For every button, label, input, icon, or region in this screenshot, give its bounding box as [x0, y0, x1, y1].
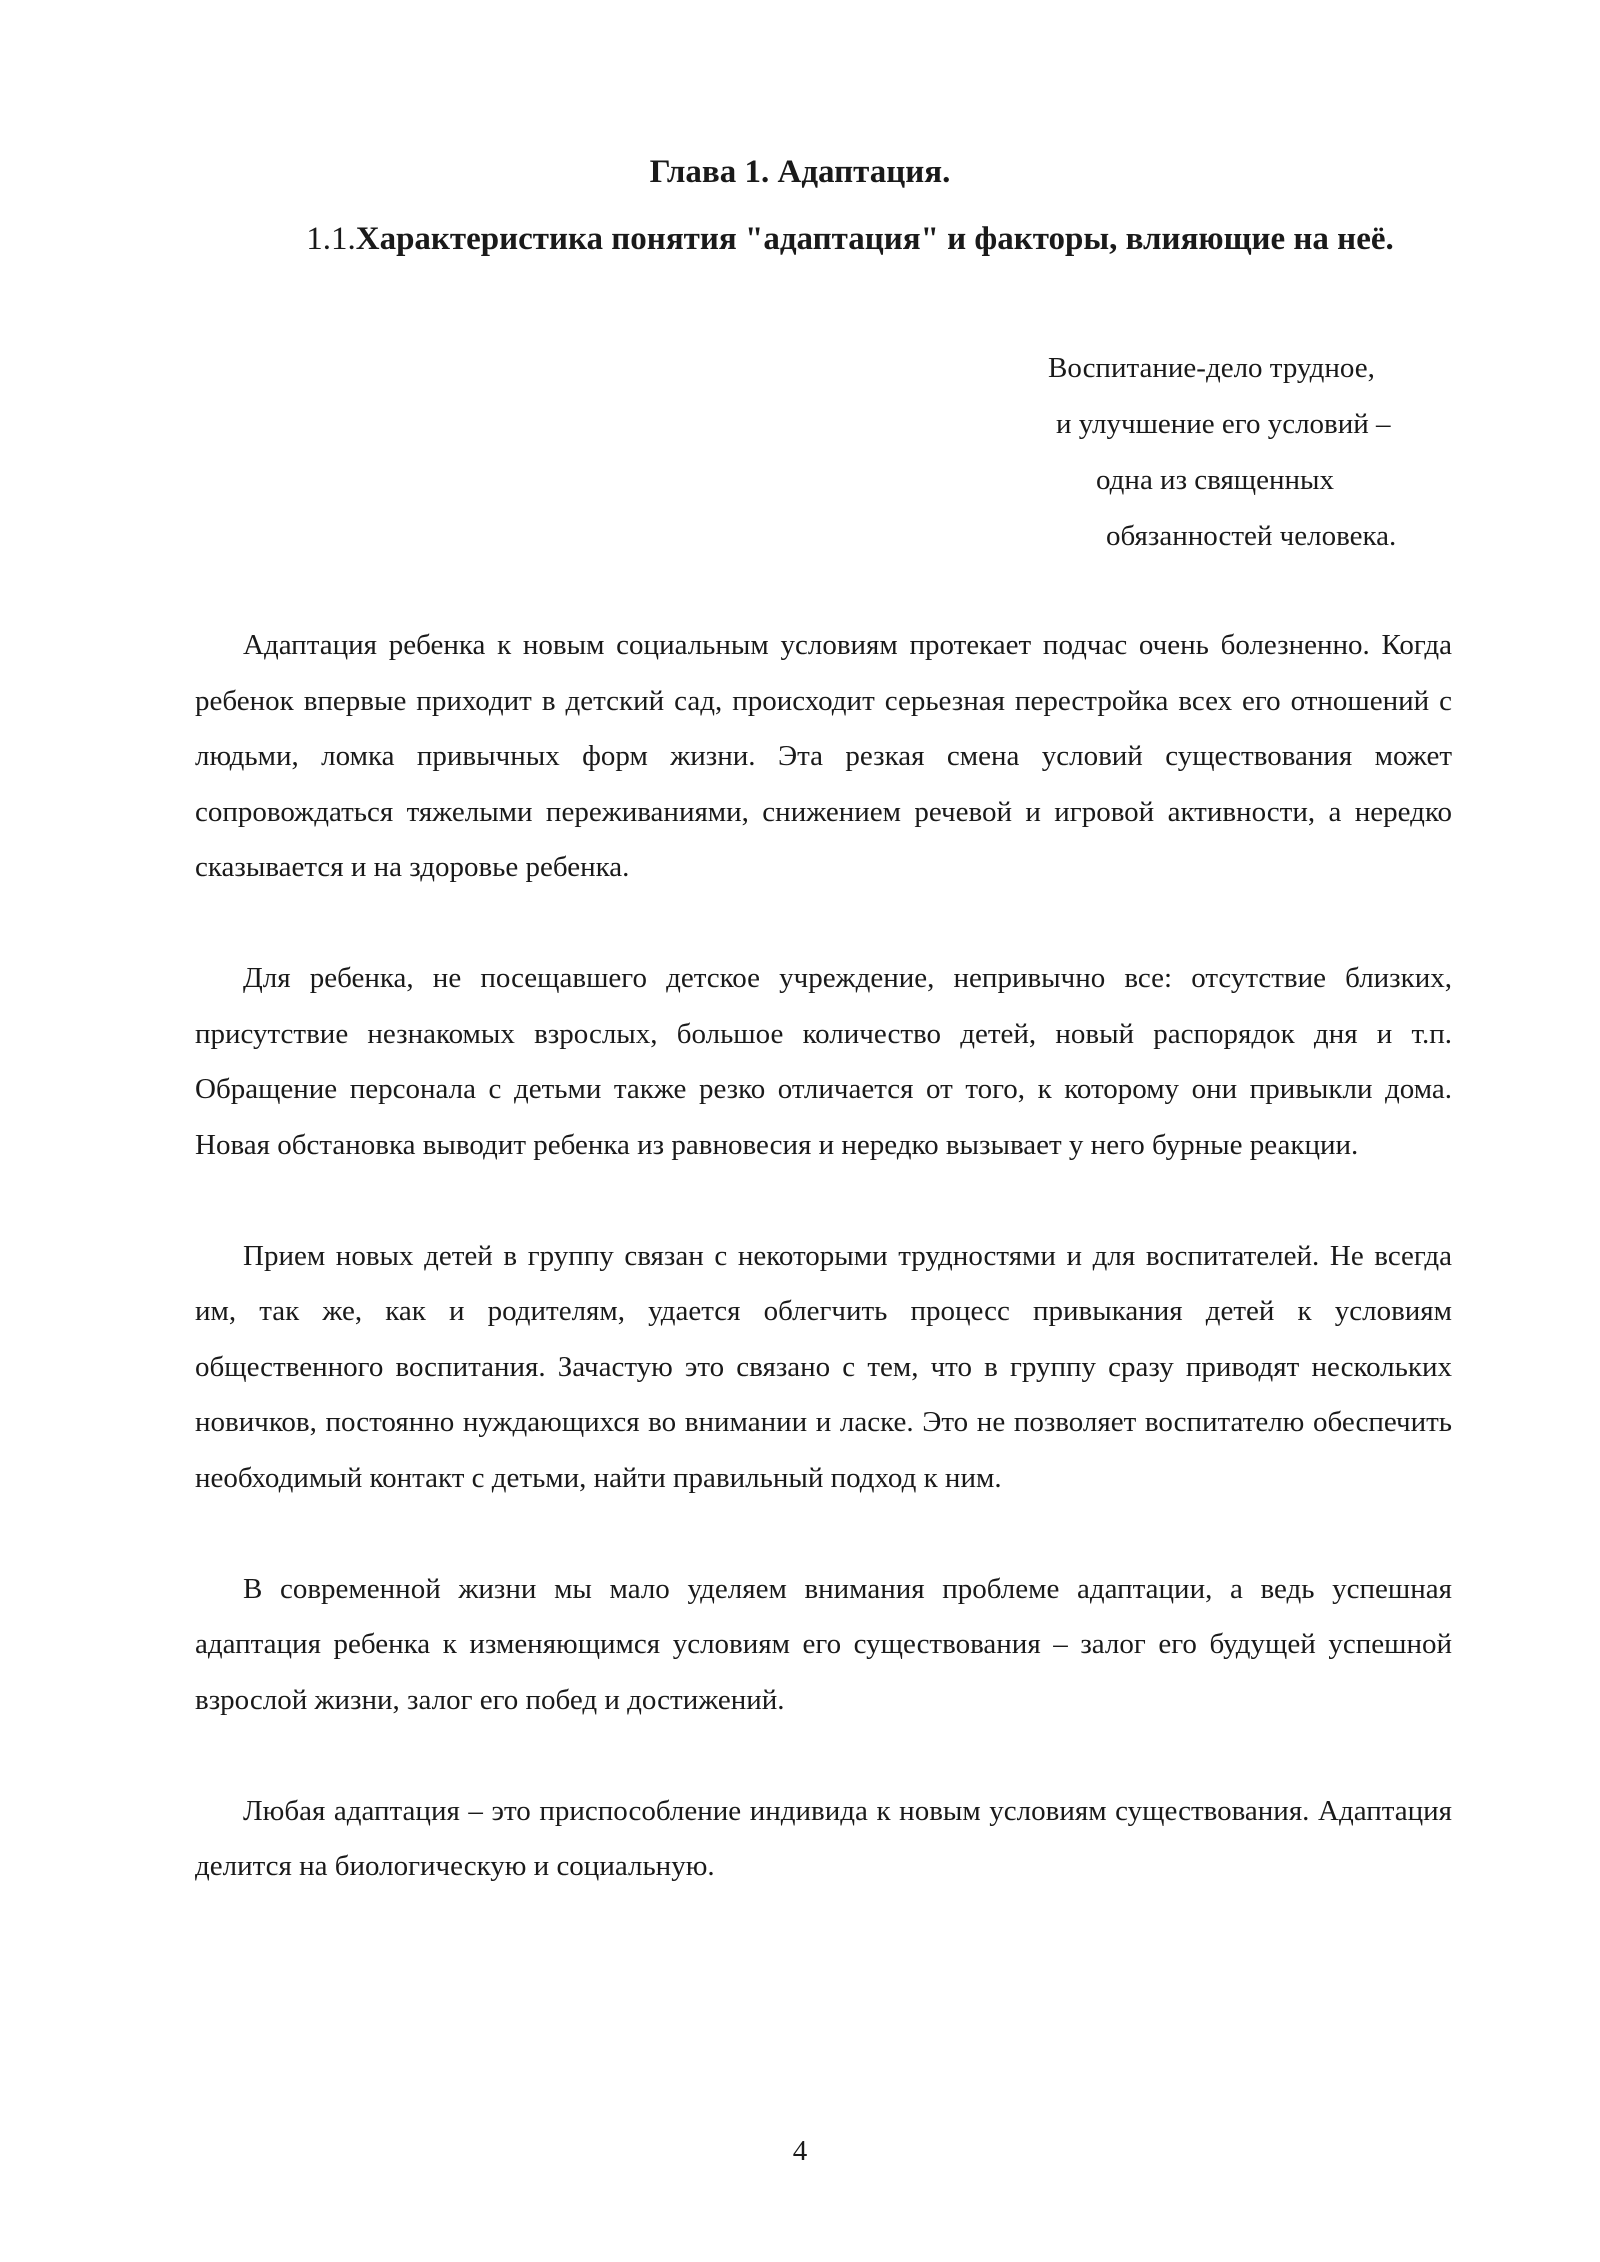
epigraph-line: и улучшение его условий –	[1056, 408, 1391, 440]
epigraph-line: обязанностей человека.	[1106, 520, 1397, 552]
section-title-text: Характеристика понятия "адаптация" и факторы, влияющие на неё.	[355, 221, 1394, 257]
epigraph	[1000, 340, 1480, 564]
chapter-title: Глава 1. Адаптация.	[649, 154, 951, 190]
paragraph: Любая адаптация – это приспособление индивида к новым условиям существования. Адаптация делится на биологическую и социальную.	[195, 1794, 1452, 1882]
paragraph: Для ребенка, не посещавшего детское учреждение, непривычно все: отсутствие близких, присутствие незнакомых взрослых, большое количество детей, новый распорядок дня и т.п. Обращение персонала с детьми также резко отличается от того, к которому они привыкли дома. Новая обстановка выводит ребенка из равновесия и нередко вызывает у него бурные реакции.	[195, 962, 1452, 1161]
section-number: 1.1.	[306, 221, 356, 257]
body-text	[195, 618, 1452, 1950]
epigraph-line: Воспитание-дело трудное,	[1048, 352, 1375, 384]
section-heading	[250, 208, 1450, 270]
epigraph-line: одна из священных	[1096, 464, 1335, 496]
paragraph: В современной жизни мы мало уделяем внимания проблеме адаптации, а ведь успешная адаптация ребенка к изменяющимся условиям его существования – залог его будущей успешной взрослой жизни, залог его побед и достижений.	[195, 1572, 1452, 1716]
page-number: 4	[792, 2135, 808, 2167]
paragraph: Адаптация ребенка к новым социальным условиям протекает подчас очень болезненно. Когда ребенок впервые приходит в детский сад, происходит серьезная перестройка всех его отношений с людьми, ломка привычных форм жизни. Эта резкая смена условий существования может сопровождаться тяжелыми переживаниями, снижением речевой и игровой активности, а нередко сказывается и на здоровье ребенка.	[195, 629, 1452, 883]
paragraph: Прием новых детей в группу связан с некоторыми трудностями и для воспитателей. Не всегда им, так же, как и родителям, удается облегчить процесс привыкания детей к условиям общественного воспитания. Зачастую это связано с тем, что в группу сразу приводят нескольких новичков, постоянно нуждающихся во внимании и ласке. Это не позволяет воспитателю обеспечить необходимый контакт с детьми, найти правильный подход к ним.	[195, 1239, 1452, 1494]
